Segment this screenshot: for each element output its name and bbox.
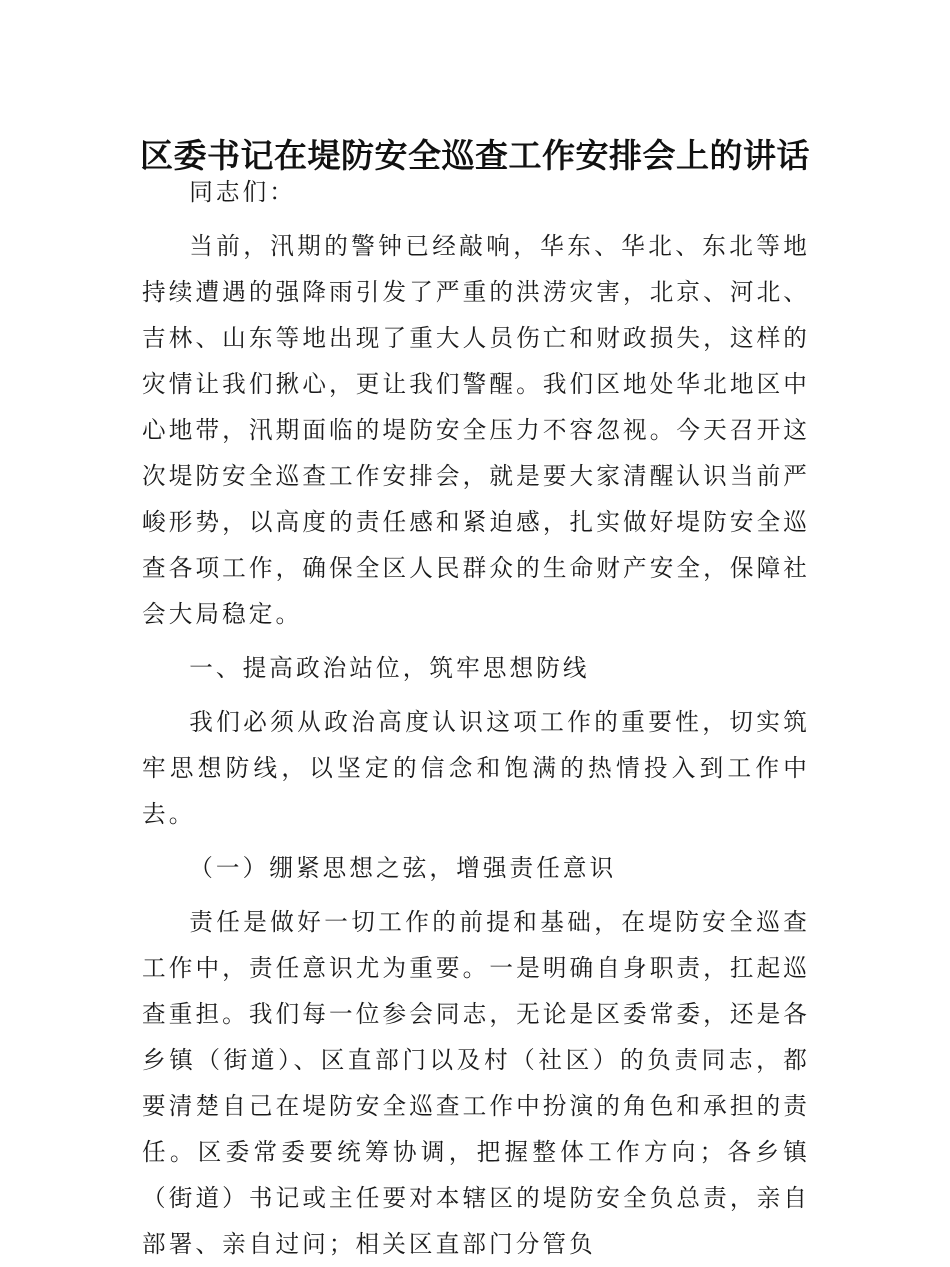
section-1-paragraph: 我们必须从政治高度认识这项工作的重要性，切实筑牢思想防线，以坚定的信念和饱满的热情投入到工作中去。 (142, 708, 810, 828)
salutation-paragraph: 同志们： (189, 178, 296, 206)
subsection-heading-1: （一）绷紧思想之弦，增强责任意识 (189, 854, 617, 882)
section-heading-1: 一、提高政治站位，筑牢思想防线 (189, 654, 590, 682)
document-body (142, 169, 810, 1267)
subsection-1-paragraph: 责任是做好一切工作的前提和基础，在堤防安全巡查工作中，责任意识尤为重要。一是明确自身职责，扛起巡查重担。我们每一位参会同志，无论是区委常委，还是各乡镇（街道）、区直部门以及村（社区）的负责同志，都要清楚自己在堤防安全巡查工作中扮演的角色和承担的责任。区委常委要统筹协调，把握整体工作方向；各乡镇（街道）书记或主任要对本辖区的堤防安全负总责，亲自部署、亲自过问；相关区直部门分管负 (142, 908, 810, 1258)
document-title: 区委书记在堤防安全巡查工作安排会上的讲话 (140, 136, 810, 176)
intro-paragraph: 当前，汛期的警钟已经敲响，华东、华北、东北等地持续遭遇的强降雨引发了严重的洪涝灾害，北京、河北、吉林、山东等地出现了重大人员伤亡和财政损失，这样的灾情让我们揪心，更让我们警醒。我们区地处华北地区中心地带，汛期面临的堤防安全压力不容忽视。今天召开这次堤防安全巡查工作安排会，就是要大家清醒认识当前严峻形势，以高度的责任感和紧迫感，扎实做好堤防安全巡查各项工作，确保全区人民群众的生命财产安全，保障社会大局稳定。 (142, 232, 810, 628)
